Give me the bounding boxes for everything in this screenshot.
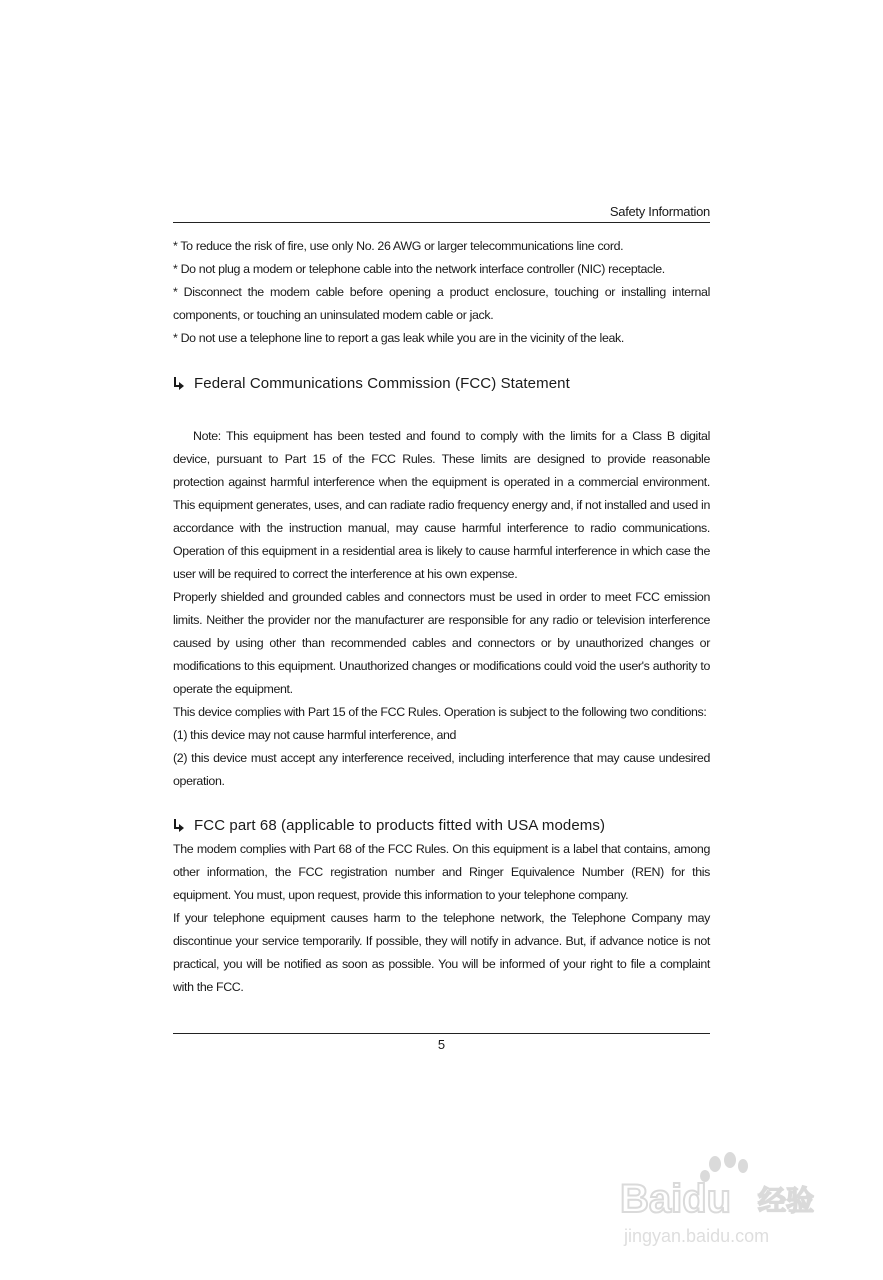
baidu-jingyan-watermark: [618, 1150, 838, 1250]
hook-arrow-icon: [173, 818, 185, 834]
fcc-statement-heading-text: Federal Communications Commission (FCC) Statement: [194, 375, 570, 392]
fcc-statement-body: [173, 425, 710, 793]
fcc-statement-heading: [173, 372, 710, 396]
page-content: [173, 235, 710, 999]
page-header-title: Safety Information: [609, 204, 710, 219]
safety-bullet-list: [173, 235, 710, 350]
fcc-part68-body: [173, 838, 710, 999]
fcc-paragraph: Properly shielded and grounded cables and connectors must be used in order to meet FCC emission limits. Neither the provider nor the manufacturer are responsible for any radio or television interference caused by using other than recommended cables and connectors or by unauthorized changes or modifications to this equipment. Unauthorized changes or modifications could void the user's authority to operate the equipment.: [173, 590, 710, 696]
watermark-service: 经验: [758, 1184, 815, 1217]
part68-paragraph: If your telephone equipment causes harm to the telephone network, the Telephone Company may discontinue your service temporarily. If possible, they will notify in advance. But, if advance notice is not practical, you will be notified as soon as possible. You will be informed of your right to file a complaint with the FCC.: [173, 911, 710, 994]
watermark-url: jingyan.baidu.com: [624, 1226, 770, 1246]
safety-bullet: * Disconnect the modem cable before opening a product enclosure, touching or installing internal components, or touching an uninsulated modem cable or jack.: [173, 285, 710, 322]
page-number: 5: [437, 1037, 446, 1052]
safety-bullet: * To reduce the risk of fire, use only No. 26 AWG or larger telecommunications line cord.: [173, 239, 624, 253]
fcc-part68-heading: [173, 814, 710, 838]
header-divider: [173, 222, 710, 223]
watermark-brand: Baidu: [620, 1177, 732, 1221]
part68-paragraph: The modem complies with Part 68 of the FCC Rules. On this equipment is a label that contains, among other information, the FCC registration number and Ringer Equivalence Number (REN) for this equipment. You must, upon request, provide this information to your telephone company.: [173, 842, 710, 902]
fcc-paragraph: (2) this device must accept any interference received, including interference that may cause undesired operation.: [173, 751, 710, 788]
safety-bullet: * Do not plug a modem or telephone cable into the network interface controller (NIC) receptacle.: [173, 262, 665, 276]
hook-arrow-icon: [173, 376, 185, 392]
fcc-paragraph: (1) this device may not cause harmful interference, and: [173, 728, 457, 742]
fcc-part68-heading-text: FCC part 68 (applicable to products fitted with USA modems): [194, 817, 606, 834]
footer-divider: [173, 1033, 710, 1034]
safety-bullet: * Do not use a telephone line to report a gas leak while you are in the vicinity of the leak.: [173, 331, 624, 345]
fcc-paragraph: This device complies with Part 15 of the FCC Rules. Operation is subject to the following two conditions:: [173, 705, 707, 719]
fcc-paragraph: Note: This equipment has been tested and found to comply with the limits for a Class B digital device, pursuant to Part 15 of the FCC Rules. These limits are designed to provide reasonable protection against harmful interference when the equipment is operated in a commercial environment. This equipment generates, uses, and can radiate radio frequency energy and, if not installed and used in accordance with the instruction manual, may cause harmful interference to radio communications. Operation of this equipment in a residential area is likely to cause harmful interference in which case the user will be required to correct the interference at his own expense.: [173, 429, 710, 581]
